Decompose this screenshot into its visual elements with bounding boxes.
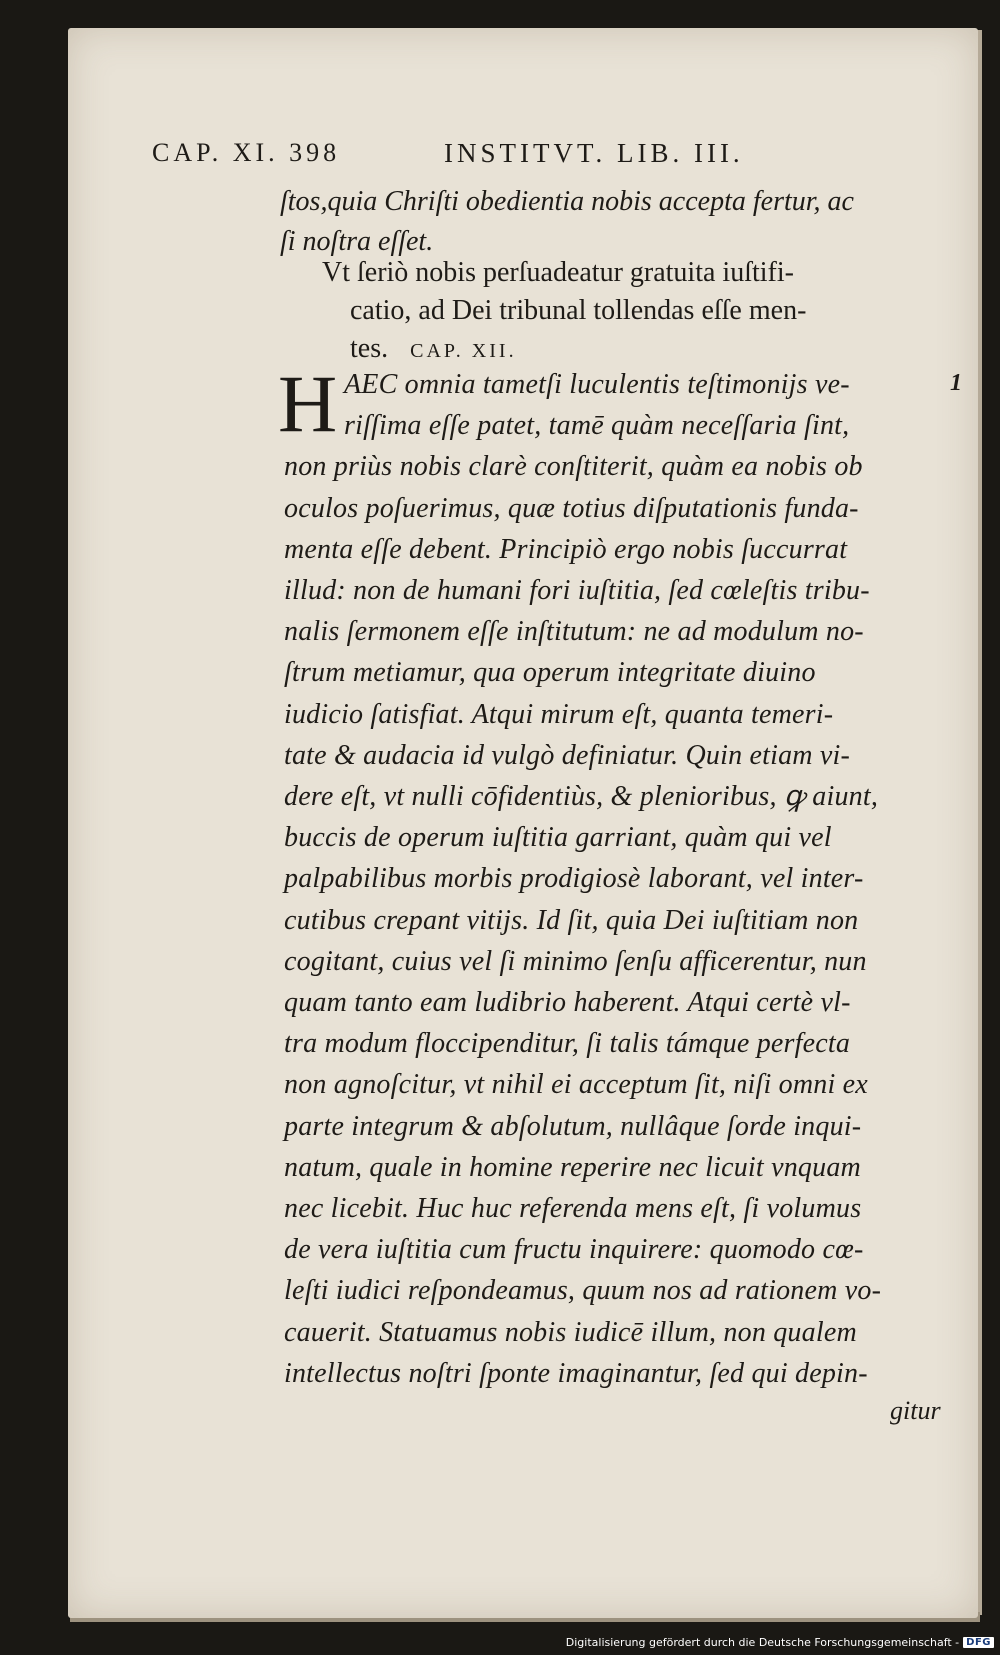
body-line: leſti iudici reſpondeamus, quum nos ad rationem vo-: [284, 1275, 882, 1307]
body-line: non agnoſcitur, vt nihil ei acceptum ſit, niſi omni ex: [284, 1069, 868, 1101]
body-line: quam tanto eam ludibrio haberent. Atqui certè vl-: [284, 987, 851, 1019]
drop-cap: H: [278, 358, 338, 449]
section-number: 1: [950, 370, 962, 396]
body-line: de vera iuſtitia cum fructu inquirere: quomodo cœ-: [284, 1234, 864, 1266]
body-line: dere eſt, vt nulli cōfidentiùs, & plenioribus, ꝙ aiunt,: [284, 781, 879, 813]
body-line: menta eſſe debent. Principiò ergo nobis ſuccurrat: [284, 533, 848, 565]
body-line: intellectus noſtri ſponte imaginantur, ſed qui depin-: [284, 1357, 868, 1389]
credit-text: Digitalisierung gefördert durch die Deutsche Forschungsgemeinschaft -: [565, 1636, 960, 1649]
continuation-text: [280, 182, 942, 262]
body-line: cauerit. Statuamus nobis iudicē illum, non qualem: [284, 1316, 857, 1348]
heading-line: Vt ſeriò nobis perſuadeatur gratuita iuſtifi-: [322, 257, 794, 288]
running-head-chapter: CAP. XI. 398: [152, 138, 341, 167]
drop-cap-lines: [284, 364, 944, 446]
body-line: illud: non de humani fori iuſtitia, ſed cœleſtis tribu-: [284, 575, 870, 607]
continuation-line: ſtos,quia Chriſti obedientia nobis accepta fertur, ac: [280, 186, 854, 217]
running-head-title: INSTITVT. LIB. III.: [444, 138, 744, 168]
body-line: nec licebit. Huc huc referenda mens eſt, ſi volumus: [284, 1193, 862, 1225]
digitization-credit: [566, 1636, 994, 1649]
dfg-logo: DFG: [963, 1637, 994, 1648]
body-line: iudicio ſatisfiat. Atqui mirum eſt, quanta temeri-: [284, 698, 834, 730]
heading-line-text: tes.: [350, 333, 389, 364]
body-line: tate & audacia id vulgò definiatur. Quin etiam vi-: [284, 739, 851, 771]
heading-line: catio, ad Dei tribunal tollendas eſſe men-: [350, 295, 807, 326]
body-line: parte integrum & abſolutum, nullâque ſorde inqui-: [284, 1110, 862, 1142]
chapter-heading: [322, 254, 942, 370]
catchword: gitur: [890, 1396, 941, 1425]
body-line: non priùs nobis clarè conſtiterit, quàm ea nobis ob: [284, 451, 863, 483]
body-line: riſſima eſſe patet, tamē quàm neceſſaria ſint,: [344, 410, 850, 442]
body-line: palpabilibus morbis prodigiosè laborant, vel inter-: [284, 863, 864, 895]
continuation-line: ſi noſtra eſſet.: [280, 226, 434, 257]
body-line: tra modum floccipenditur, ſi talis támque perfecta: [284, 1028, 851, 1060]
body-line: buccis de operum iuſtitia garriant, quàm qui vel: [284, 822, 832, 854]
body-line: nalis ſermonem eſſe inſtitutum: ne ad modulum no-: [284, 616, 864, 648]
chapter-label: CAP. XII.: [410, 340, 517, 362]
body-line: cutibus crepant vitijs. Id ſit, quia Dei iuſtitiam non: [284, 904, 859, 936]
body-line: natum, quale in homine reperire nec licuit vnquam: [284, 1151, 861, 1183]
body-line: oculos poſuerimus, quæ totius diſputationis funda-: [284, 492, 859, 524]
body-line: AEC omnia tametſi luculentis teſtimonijs ve-: [344, 369, 850, 400]
body-line: ſtrum metiamur, qua operum integritate diuino: [284, 657, 816, 689]
body-line: cogitant, cuius vel ſi minimo ſenſu afficerentur, nun: [284, 945, 867, 977]
body-text: [278, 358, 944, 1394]
